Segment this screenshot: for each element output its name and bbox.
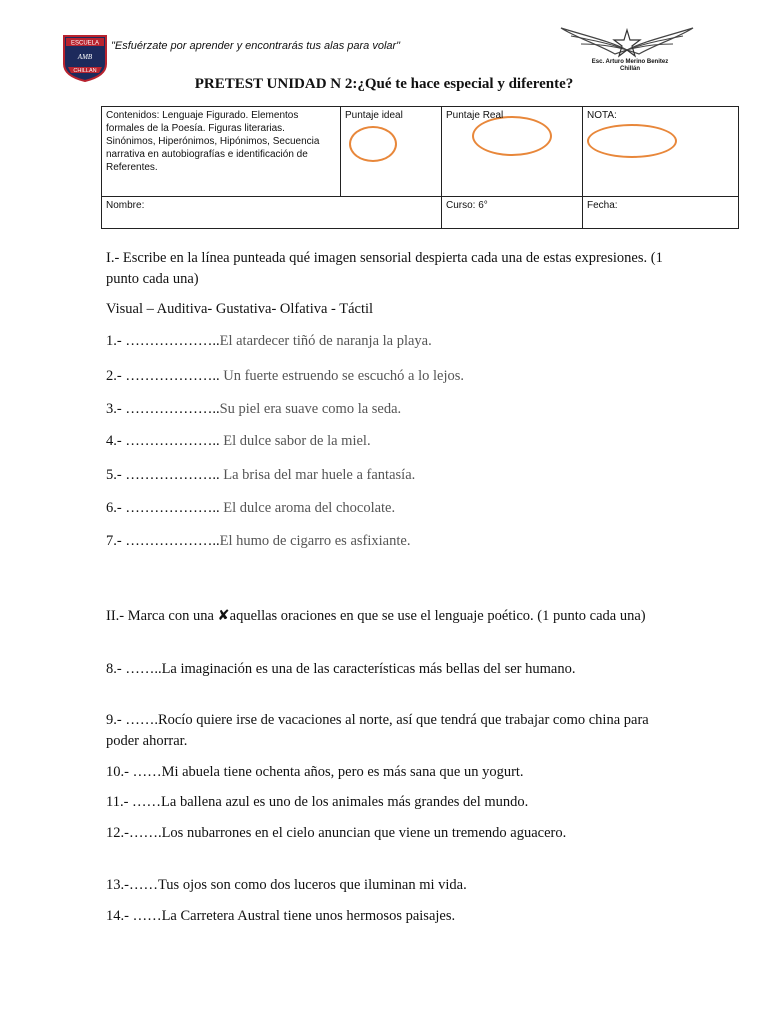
crest-top-text: ESCUELA	[70, 40, 100, 47]
section2-instruction: II.- Marca con una ✘aquellas oraciones en que se use el lenguaje poético. (1 punto cada una)	[106, 608, 646, 624]
nota-cell[interactable]: NOTA:	[583, 107, 739, 197]
page-title: PRETEST UNIDAD N 2:¿Qué te hace especial y diferente?	[194, 76, 574, 92]
list-item[interactable]: 9.- …….Rocío quiere irse de vacaciones al norte, así que tendrá que trabajar como china para poder ahorrar.	[106, 712, 649, 749]
school-crest-logo	[62, 34, 108, 82]
section1-instruction: I.- Escribe en la línea punteada qué imagen sensorial despierta cada una de estas expresiones. (1 punto cada una)	[106, 250, 663, 287]
wings-logo-caption: Esc. Arturo Merino Benitez Chillán	[591, 59, 669, 72]
list-item[interactable]: 2.- ……………….. Un fuerte estruendo se escuchó a lo lejos.	[106, 368, 464, 384]
wings-logo	[557, 22, 697, 64]
fecha-cell[interactable]: Fecha:	[583, 197, 739, 229]
x-mark-icon: ✘	[217, 608, 230, 624]
grade-circle	[587, 124, 677, 158]
list-item[interactable]: 6.- ……………….. El dulce aroma del chocolate.	[106, 500, 396, 516]
list-item[interactable]: 12.-…….Los nubarrones en el cielo anuncian que viene un tremendo aguacero.	[106, 825, 567, 841]
svg-text:AMB: AMB	[77, 53, 93, 61]
contenidos-cell: Contenidos: Lenguaje Figurado. Elementos formales de la Poesía. Figuras literarias. Sinónimos, Hiperónimos, Hipónimos, Secuencia narrativa en autobiografías e identificación de Referentes.	[102, 107, 341, 197]
list-item[interactable]: 10.- ……Mi abuela tiene ochenta años, pero es más sana que un yogurt.	[106, 764, 524, 780]
section1-options: Visual – Auditiva- Gustativa- Olfativa - Táctil	[106, 301, 374, 317]
puntaje-real-cell[interactable]: Puntaje Real	[442, 107, 583, 197]
list-item[interactable]: 14.- ……La Carretera Austral tiene unos hermosos paisajes.	[106, 908, 456, 924]
list-item[interactable]: 13.-……Tus ojos son como dos luceros que iluminan mi vida.	[106, 877, 467, 893]
score-circle	[472, 116, 552, 156]
list-item[interactable]: 8.- ……..La imaginación es una de las características más bellas del ser humano.	[106, 661, 576, 677]
list-item[interactable]: 7.- ………………..El humo de cigarro es asfixiante.	[106, 533, 411, 549]
curso-cell: Curso: 6°	[442, 197, 583, 229]
list-item[interactable]: 4.- ……………….. El dulce sabor de la miel.	[106, 433, 371, 449]
list-item[interactable]: 5.- ……………….. La brisa del mar huele a fantasía.	[106, 467, 416, 483]
info-table	[101, 106, 739, 229]
score-circle	[349, 126, 397, 162]
list-item[interactable]: 11.- ……La ballena azul es uno de los animales más grandes del mundo.	[106, 794, 529, 810]
crest-bottom-text: CHILLAN	[73, 68, 97, 74]
list-item[interactable]: 1.- ………………..El atardecer tiñó de naranja la playa.	[106, 333, 432, 349]
puntaje-ideal-cell[interactable]: Puntaje ideal	[341, 107, 442, 197]
nombre-cell[interactable]: Nombre:	[102, 197, 442, 229]
school-motto: "Esfuérzate por aprender y encontrarás tus alas para volar"	[111, 40, 401, 52]
list-item[interactable]: 3.- ………………..Su piel era suave como la seda.	[106, 401, 402, 417]
